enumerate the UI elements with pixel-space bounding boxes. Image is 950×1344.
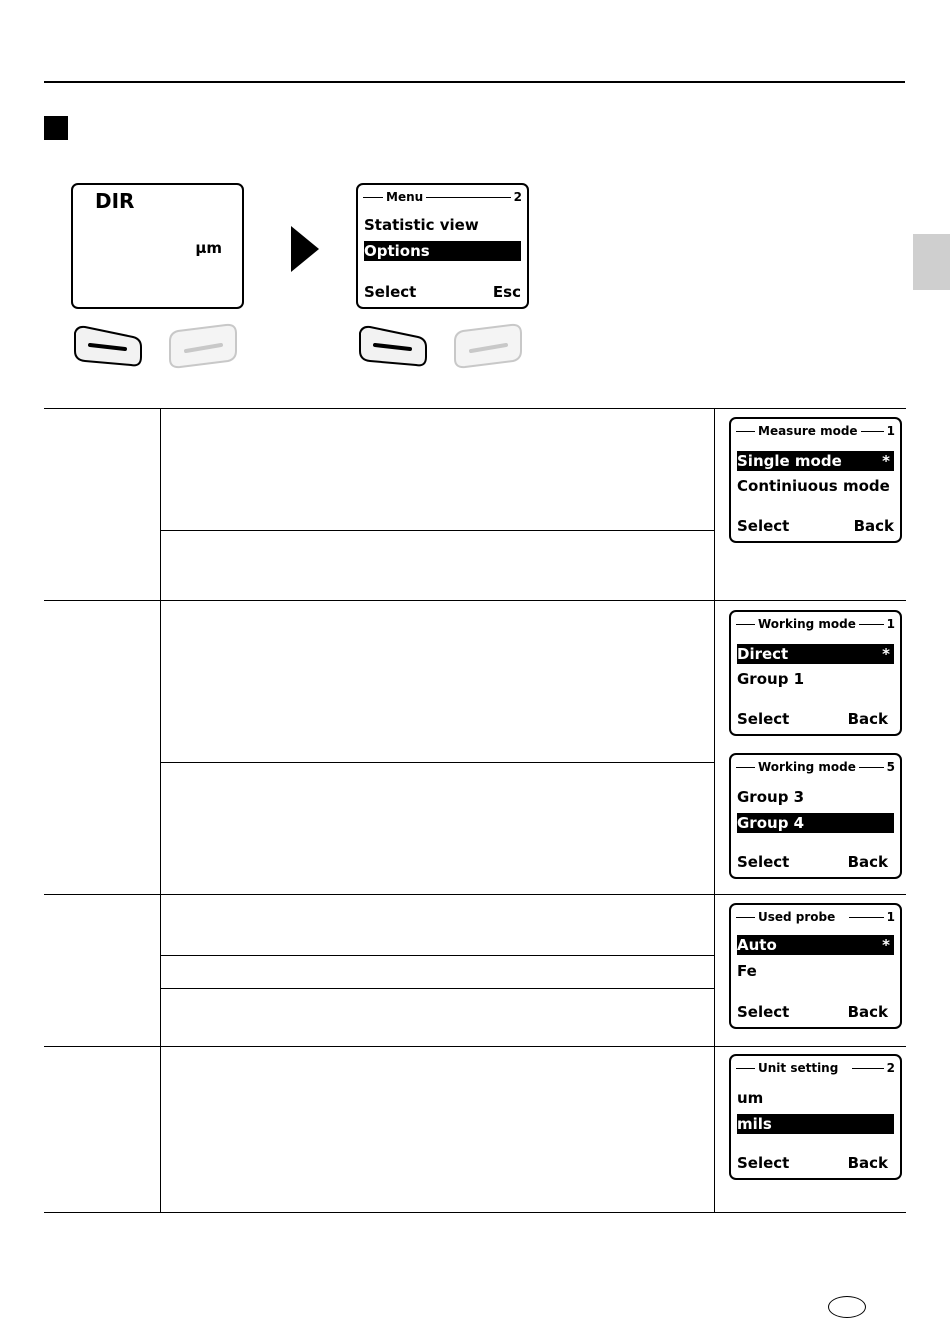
table-rule	[44, 1212, 906, 1213]
header-rule	[44, 81, 905, 83]
back-label: Back	[847, 1154, 888, 1172]
right-softkey[interactable]	[451, 323, 525, 369]
used-probe-title: Used probe	[755, 909, 849, 925]
menu-esc-label: Esc	[492, 283, 521, 301]
option-direct[interactable]: Direct *	[737, 644, 894, 664]
back-label: Back	[853, 517, 894, 535]
chapter-tab	[913, 234, 950, 290]
table-rule	[160, 762, 714, 763]
lcd-unit-setting	[729, 1054, 902, 1180]
select-label: Select	[737, 853, 790, 871]
option-continuous-mode[interactable]: Continiuous mode	[737, 477, 890, 495]
lcd-working-mode-1	[729, 610, 902, 736]
back-label: Back	[847, 853, 888, 871]
option-group-3[interactable]: Group 3	[737, 788, 805, 806]
table-rule	[160, 530, 714, 531]
select-label: Select	[737, 517, 790, 535]
table-rule	[44, 894, 906, 895]
unit-setting-title: Unit setting	[755, 1060, 852, 1076]
measure-mode-title: Measure mode	[755, 423, 861, 439]
arrow-right-icon	[291, 226, 319, 272]
table-rule	[44, 600, 906, 601]
selected-marker: *	[882, 645, 890, 663]
unit-setting-page: 2	[884, 1060, 895, 1076]
menu-page: 2	[511, 189, 522, 205]
section-marker	[44, 116, 68, 140]
working-mode-title: Working mode	[755, 616, 859, 632]
table-rule	[160, 988, 714, 989]
back-label: Back	[847, 1003, 888, 1021]
menu-select-label: Select	[364, 283, 417, 301]
lcd-dir-display	[71, 183, 244, 309]
table-rule	[44, 408, 906, 409]
lcd-menu	[356, 183, 529, 309]
option-fe[interactable]: Fe	[737, 962, 757, 980]
option-group-1[interactable]: Group 1	[737, 670, 805, 688]
menu-title: Menu	[383, 189, 426, 205]
selected-marker: *	[882, 452, 890, 470]
measure-mode-page: 1	[884, 423, 895, 439]
back-label: Back	[847, 710, 888, 728]
column-rule	[714, 408, 715, 1212]
mode-label: DIR	[95, 189, 135, 213]
menu-header	[363, 189, 522, 205]
select-label: Select	[737, 710, 790, 728]
used-probe-page: 1	[884, 909, 895, 925]
option-group-4[interactable]: Group 4	[737, 813, 894, 833]
lcd-used-probe	[729, 903, 902, 1029]
select-label: Select	[737, 1003, 790, 1021]
option-mils[interactable]: mils	[737, 1114, 894, 1134]
option-single-mode[interactable]: Single mode *	[737, 451, 894, 471]
lcd-measure-mode	[729, 417, 902, 543]
right-softkey[interactable]	[166, 323, 240, 369]
selected-marker: *	[882, 936, 890, 954]
menu-item-options[interactable]: Options	[364, 241, 521, 261]
left-softkey[interactable]	[71, 323, 145, 369]
working-mode-page: 1	[884, 616, 895, 632]
table-rule	[160, 955, 714, 956]
option-um[interactable]: um	[737, 1089, 764, 1107]
language-badge	[828, 1296, 866, 1318]
column-rule	[160, 408, 161, 1212]
unit-label: µm	[195, 239, 222, 257]
menu-item-statistic[interactable]: Statistic view	[364, 216, 479, 234]
working-mode-title: Working mode	[755, 759, 859, 775]
select-label: Select	[737, 1154, 790, 1172]
left-softkey[interactable]	[356, 323, 430, 369]
option-auto[interactable]: Auto *	[737, 935, 894, 955]
table-rule	[44, 1046, 906, 1047]
working-mode-page: 5	[884, 759, 895, 775]
lcd-working-mode-5	[729, 753, 902, 879]
